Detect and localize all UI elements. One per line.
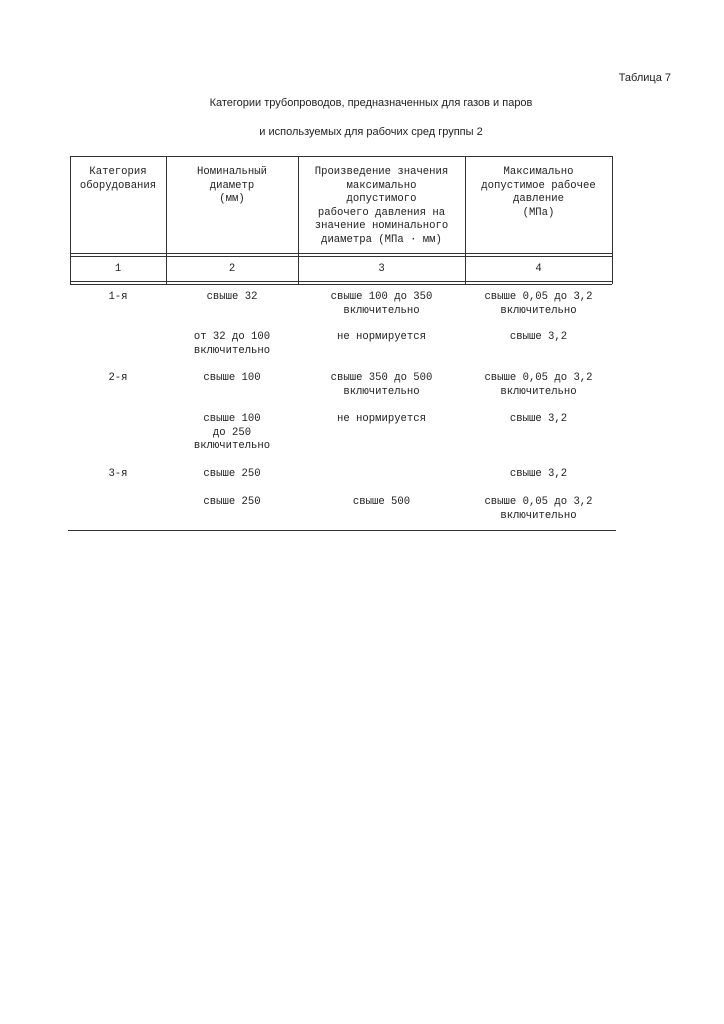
column-number-4: 4 xyxy=(535,263,542,275)
col-divider-4 xyxy=(612,156,613,284)
row-4-diameter: свыше 100 до 250 включительно xyxy=(193,413,271,452)
top-border xyxy=(70,156,612,157)
table-bottom-border xyxy=(68,530,616,531)
header-category: Категория оборудования xyxy=(79,166,157,192)
row-2-diameter: от 32 до 100 включительно xyxy=(193,331,271,357)
row-3-pressure: свыше 0,05 до 3,2 включительно xyxy=(484,372,593,398)
row-3-category: 2-я xyxy=(108,372,128,384)
row-2-product: не нормируется xyxy=(336,331,426,343)
row-6-product: свыше 500 xyxy=(352,496,411,508)
row-5-pressure: свыше 3,2 xyxy=(509,468,568,480)
column-number-2: 2 xyxy=(228,263,236,275)
row-2-pressure: свыше 3,2 xyxy=(509,331,568,343)
header-diameter: Номинальный диаметр (мм) xyxy=(197,166,267,205)
numbers-bottom-border-double xyxy=(70,284,612,285)
row-6-pressure: свыше 0,05 до 3,2 включительно xyxy=(484,496,593,522)
row-1-diameter: свыше 32 xyxy=(206,291,258,303)
row-1-product: свыше 100 до 350 включительно xyxy=(330,291,433,317)
row-5-category: 3-я xyxy=(108,468,128,480)
row-1-pressure: свыше 0,05 до 3,2 включительно xyxy=(484,291,593,317)
row-1-category: 1-я xyxy=(108,291,128,303)
numbers-bottom-border xyxy=(70,281,612,282)
table-title-line-1: Категории трубопроводов, предназначенных для газов и паров xyxy=(209,97,533,109)
row-3-product: свыше 350 до 500 включительно xyxy=(330,372,433,398)
table-number: Таблица 7 xyxy=(618,72,671,84)
row-4-pressure: свыше 3,2 xyxy=(509,413,568,425)
header-bottom-border xyxy=(70,253,612,254)
header-bottom-border-double xyxy=(70,256,612,257)
table-title-line-2: и используемых для рабочих сред группы 2 xyxy=(259,126,483,138)
header-pressure: Максимально допустимое рабочее давление (МПа) xyxy=(481,166,596,219)
row-4-product: не нормируется xyxy=(336,413,426,425)
row-6-diameter: свыше 250 xyxy=(203,496,261,508)
column-number-1: 1 xyxy=(114,263,122,275)
row-3-diameter: свыше 100 xyxy=(203,372,261,384)
column-number-3: 3 xyxy=(378,263,385,275)
header-product: Произведение значения максимально допустимого рабочего давления на значение номинального диаметра (МПа · мм) xyxy=(314,166,449,246)
row-5-diameter: свыше 250 xyxy=(203,468,261,480)
